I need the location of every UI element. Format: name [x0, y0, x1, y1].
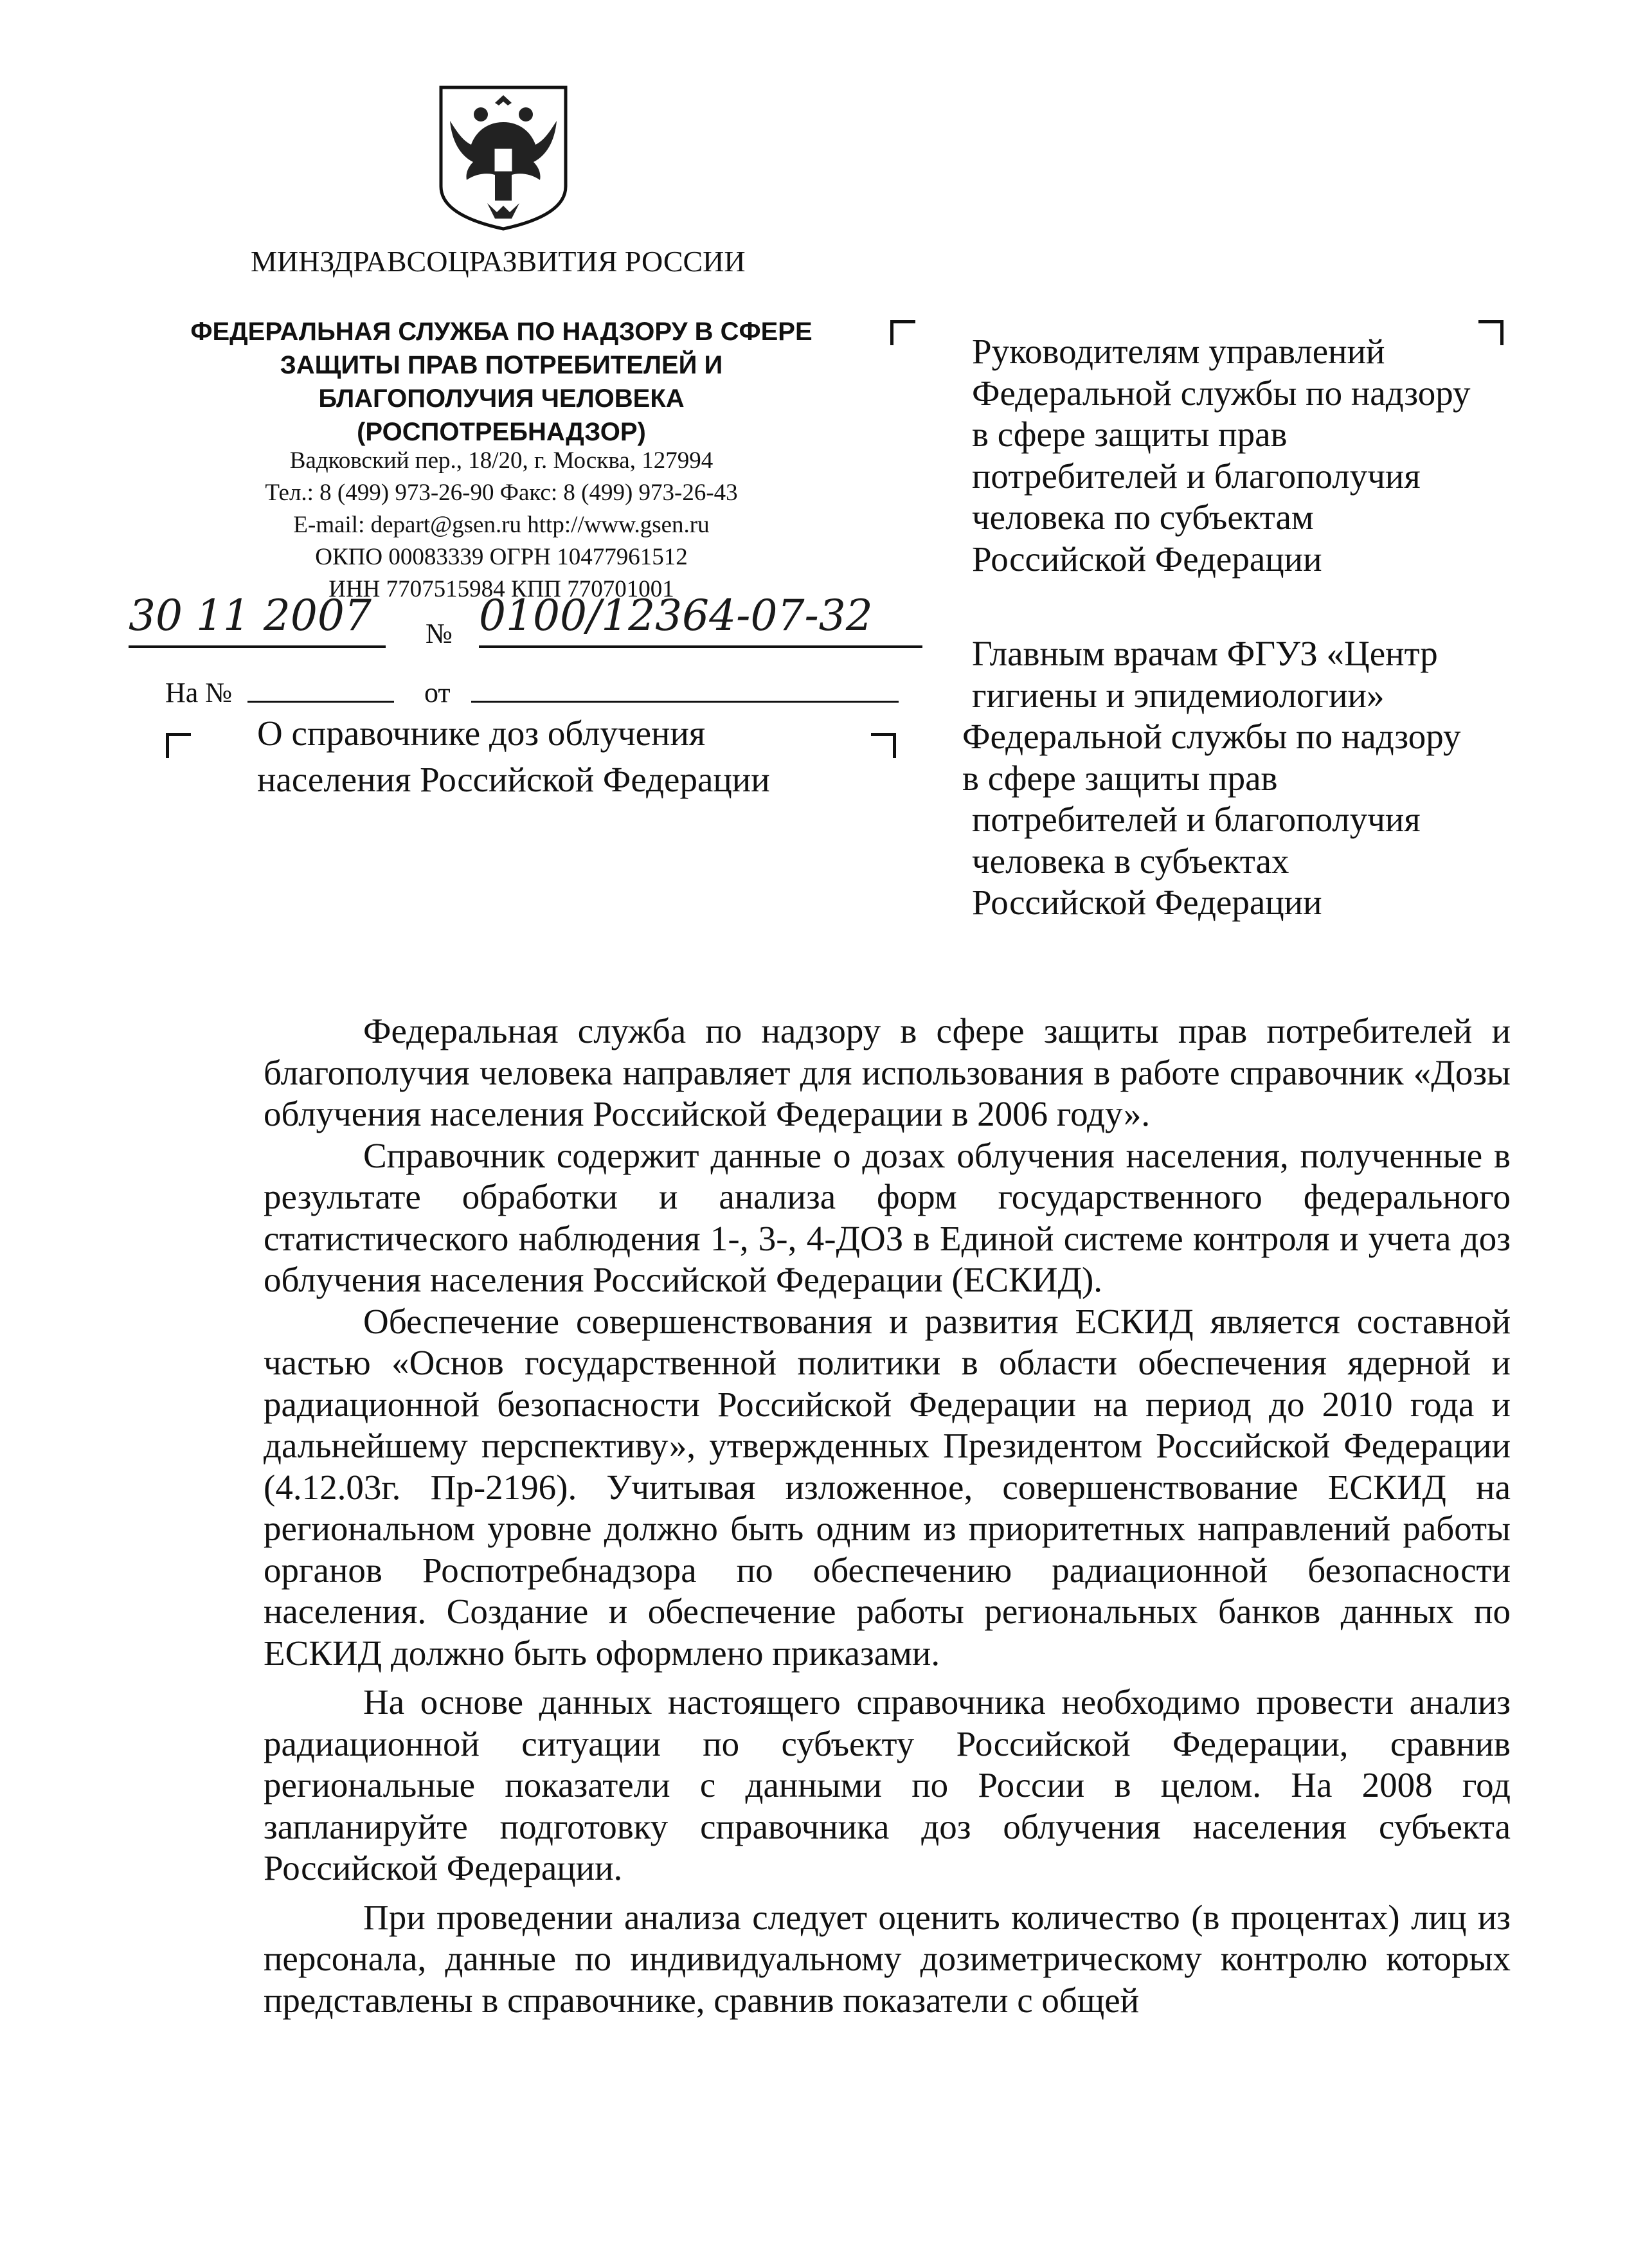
addressee-line: Федеральной службы по надзору: [972, 373, 1471, 413]
addressee-line: в сфере защиты прав: [962, 758, 1278, 798]
agency-name: [164, 315, 839, 449]
reply-to-label: На №: [165, 677, 233, 708]
body-paragraph: При проведении анализа следует оценить количество (в процентах) лиц из персонала, данные по индивидуальному дозиметрическому контролю которых представлены в справочнике, сравнив показатели с общей: [264, 1897, 1511, 2020]
email-web-line: E-mail: depart@gsen.ru http://www.gsen.ru: [293, 512, 710, 538]
ministry-name: МИНЗДРАВСОЦРАЗВИТИЯ РОССИИ: [251, 245, 746, 278]
agency-contacts: [164, 445, 839, 606]
subject-line: населения Российской Федерации: [257, 760, 770, 799]
registration-date: 30 11 2007: [129, 586, 386, 648]
addressee-block-2: [962, 633, 1461, 924]
addressee-line: гигиены и эпидемиологии»: [972, 675, 1385, 715]
inn-kpp-line: ИНН 7707515984 КПП 770701001: [328, 576, 674, 602]
addressee-line: человека по субъектам: [972, 498, 1314, 537]
body-paragraph: Федеральная служба по надзору в сфере защиты прав потребителей и благополучия человека направляет для использования в работе справочник «Дозы облучения населения Российской Федерации в 2006 году».: [264, 1011, 1511, 1133]
agency-line: ФЕДЕРАЛЬНАЯ СЛУЖБА ПО НАДЗОРУ В СФЕРЕ: [190, 318, 812, 346]
subject-bracket-right: [871, 733, 896, 758]
russian-coat-of-arms-icon: [436, 84, 571, 231]
number-label: №: [426, 618, 453, 649]
agency-line: ЗАЩИТЫ ПРАВ ПОТРЕБИТЕЛЕЙ И: [280, 351, 723, 379]
phone-fax-line: Тел.: 8 (499) 973-26-90 Факс: 8 (499) 973-26-43: [265, 480, 738, 506]
subject-bracket-left: [166, 733, 191, 758]
addressee-block-1: [972, 331, 1471, 580]
from-label: от: [424, 677, 451, 708]
agency-line: БЛАГОПОЛУЧИЯ ЧЕЛОВЕКА: [318, 384, 685, 413]
registration-number: 0100/12364-07-32: [479, 586, 922, 648]
addressee-line: в сфере защиты прав: [972, 415, 1288, 454]
subject: [257, 710, 770, 803]
addressee-line: Федеральной службы по надзору: [962, 717, 1461, 756]
body-paragraph: Обеспечение совершенствования и развития ЕСКИД является составной частью «Основ государственной политики в области обеспечения ядерной и радиационной безопасности Российской Федерации на период до 2010 года и дальнейшему перспективу», утвержденных Президентом Российской Федерации (4.12.03г. Пр-2196). Учитывая изложенное, совершенствование ЕСКИД на региональном уровне должно быть одним из приоритетных направлений работы органов Роспотребнадзора по обеспечению радиационной безопасности населения. Создание и обеспечение работы региональных банков данных по ЕСКИД должно быть оформлено приказами.: [264, 1301, 1511, 1673]
subject-line: О справочнике доз облучения: [257, 714, 706, 753]
okpo-ogrn-line: ОКПО 00083339 ОГРН 10477961512: [315, 544, 688, 570]
addressee-bracket-left: [890, 320, 915, 345]
letter-body: [264, 1011, 1511, 2021]
from-blank: [471, 701, 899, 703]
address-line: Вадковский пер., 18/20, г. Москва, 127994: [289, 447, 714, 474]
addressee-line: потребителей и благополучия: [972, 456, 1421, 496]
addressee-bracket-right: [1478, 320, 1504, 345]
body-paragraph: На основе данных настоящего справочника необходимо провести анализ радиационной ситуации по субъекту Российской Федерации, сравнив региональные показатели с данными по России в целом. На 2008 год запланируйте подготовку справочника доз облучения населения субъекта Российской Федерации.: [264, 1682, 1511, 1887]
body-paragraph: Справочник содержит данные о дозах облучения населения, полученные в результате обработки и анализа форм государственного федерального статистического наблюдения 1-, 3-, 4-ДОЗ в Единой системе контроля и учета доз облучения населения Российской Федерации (ЕСКИД).: [264, 1135, 1511, 1299]
addressee-line: человека в субъектах: [972, 841, 1289, 881]
addressee-line: Главным врачам ФГУЗ «Центр: [972, 634, 1438, 673]
addressee-line: Руководителям управлений: [972, 332, 1385, 371]
reply-to-blank: [247, 701, 394, 703]
addressee-line: Российской Федерации: [972, 883, 1322, 922]
addressee-line: потребителей и благополучия: [972, 800, 1421, 839]
agency-line: (РОСПОТРЕБНАДЗОР): [357, 418, 646, 446]
addressee-line: Российской Федерации: [972, 539, 1322, 579]
